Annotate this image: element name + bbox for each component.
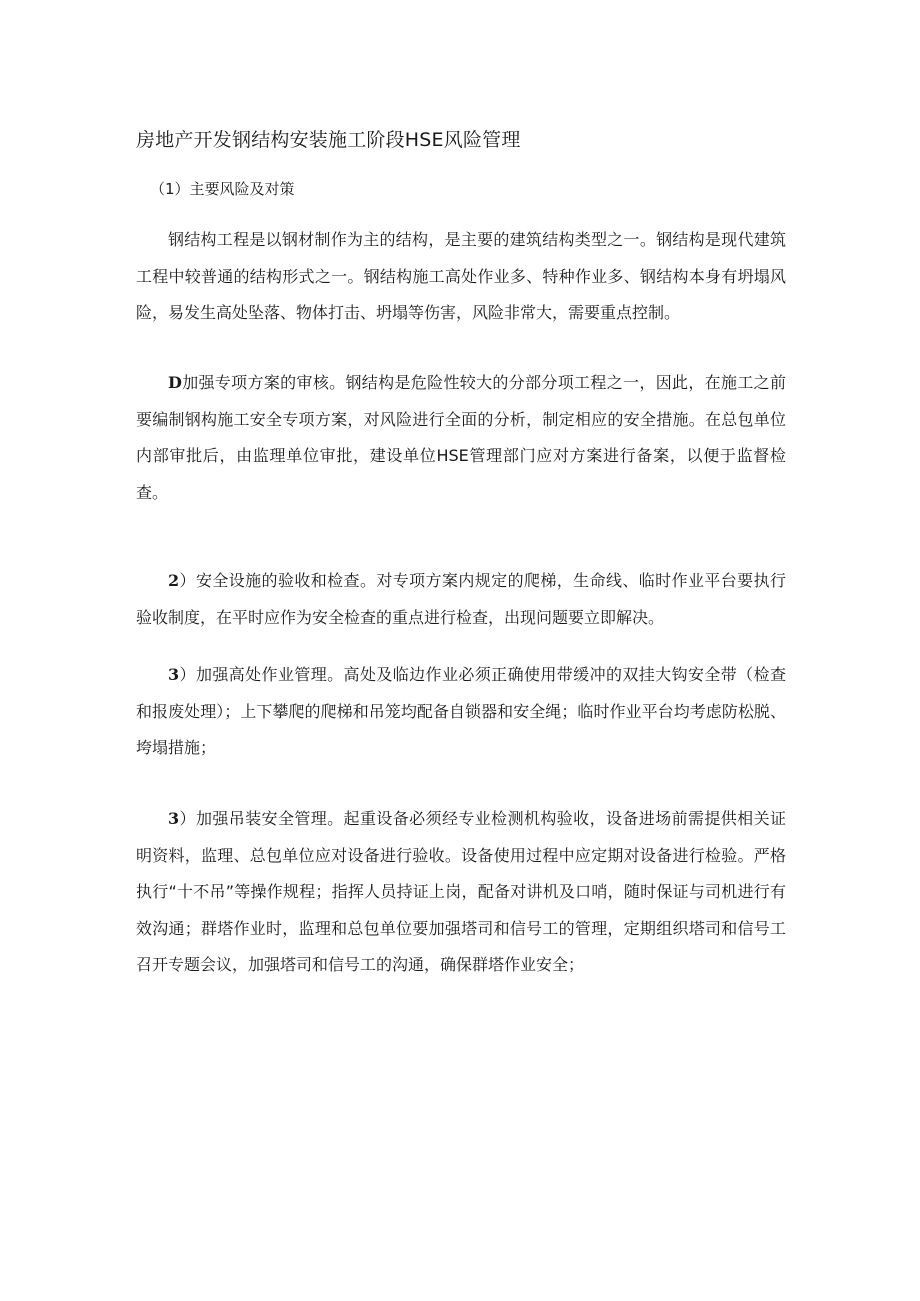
item-number: 3 (168, 665, 180, 684)
paragraph-measure-2 (136, 563, 786, 636)
section-heading: （1）主要风险及对策 (150, 180, 295, 198)
item-number: 2 (168, 571, 180, 590)
paragraph-text: 钢结构工程是以钢材制作为主的结构，是主要的建筑结构类型之一。钢结构是现代建筑工程中较普通的结构形式之一。钢结构施工高处作业多、特种作业多、钢结构本身有坍塌风险，易发生高处坠落、物体打击、坍塌等伤害，风险非常大，需要重点控制。 (136, 230, 786, 322)
paragraph-measure-1 (136, 365, 786, 511)
document-title: 房地产开发钢结构安装施工阶段HSE风险管理 (136, 129, 521, 151)
paragraph-text: ）加强高处作业管理。高处及临边作业必须正确使用带缓冲的双挂大钩安全带（检查和报废处理）；上下攀爬的爬梯和吊笼均配备自锁器和安全绳；临时作业平台均考虑防松脱、垮塌措施； (136, 665, 786, 757)
paragraph-intro (136, 222, 786, 332)
paragraph-measure-4 (136, 801, 786, 984)
paragraph-text: ）加强吊装安全管理。起重设备必须经专业检测机构验收，设备进场前需提供相关证明资料，监理、总包单位应对设备进行验收。设备使用过程中应定期对设备进行检验。严格执行“十不吊”等操作规程；指挥人员持证上岗，配备对讲机及口哨，随时保证与司机进行有效沟通；群塔作业时，监理和总包单位要加强塔司和信号工的管理，定期组织塔司和信号工召开专题会议，加强塔司和信号工的沟通，确保群塔作业安全； (136, 809, 786, 974)
paragraph-text: 加强专项方案的审核。钢结构是危险性较大的分部分项工程之一，因此，在施工之前要编制钢构施工安全专项方案，对风险进行全面的分析，制定相应的安全措施。在总包单位内部审批后，由监理单位审批，建设单位HSE管理部门应对方案进行备案，以便于监督检查。 (136, 373, 786, 502)
paragraph-text: ）安全设施的验收和检查。对专项方案内规定的爬梯，生命线、临时作业平台要执行验收制度，在平时应作为安全检查的重点进行检查，出现问题要立即解决。 (136, 571, 786, 627)
paragraph-measure-3 (136, 657, 786, 767)
item-number: 3 (168, 809, 180, 828)
item-number: D (168, 373, 182, 392)
